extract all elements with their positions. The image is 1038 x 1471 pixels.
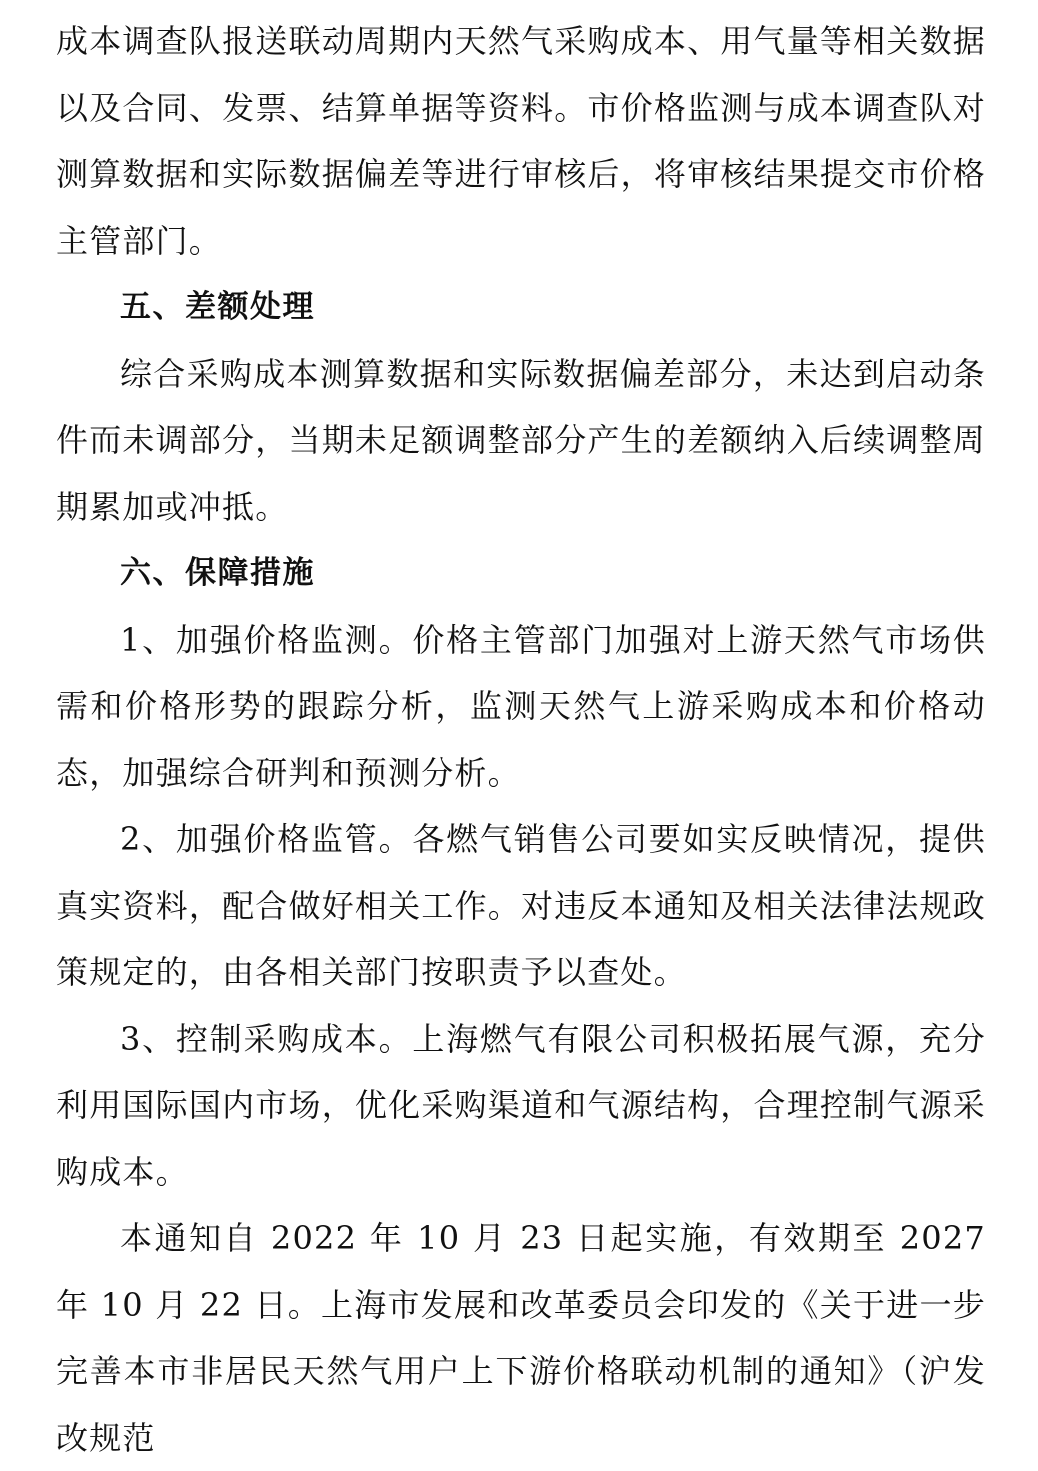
paragraph-cost-data-submission: 成本调查队报送联动周期内天然气采购成本、用气量等相关数据以及合同、发票、结算单据等资料。市价格监测与成本调查队对测算数据和实际数据偏差等进行审核后，将审核结果提交市价格主管部门。 <box>56 22 986 260</box>
section-heading-safeguard-measures: 六、保障措施 <box>120 555 315 591</box>
paragraph-price-supervision: 2、加强价格监管。各燃气销售公司要如实反映情况，提供真实资料，配合做好相关工作。对违反本通知及相关法律法规政策规定的，由各相关部门按职责予以查处。 <box>56 820 986 991</box>
document-page <box>56 8 986 1471</box>
paragraph-effective-date: 本通知自 2022 年 10 月 23 日起实施，有效期至 2027 年 10 月 22 日。上海市发展和改革委员会印发的《关于进一步完善本市非居民天然气用户上下游价格联动机制的通知》（沪发改规范 <box>56 1219 986 1457</box>
paragraph-procurement-cost-control: 3、控制采购成本。上海燃气有限公司积极拓展气源，充分利用国际国内市场，优化采购渠道和气源结构，合理控制气源采购成本。 <box>56 1019 986 1191</box>
section-heading-difference-handling: 五、差额处理 <box>120 289 315 325</box>
paragraph-difference-handling: 综合采购成本测算数据和实际数据偏差部分，未达到启动条件而未调部分，当期未足额调整部分产生的差额纳入后续调整周期累加或冲抵。 <box>56 354 986 526</box>
paragraph-price-monitoring: 1、加强价格监测。价格主管部门加强对上游天然气市场供需和价格形势的跟踪分析，监测天然气上游采购成本和价格动态，加强综合研判和预测分析。 <box>56 620 986 792</box>
